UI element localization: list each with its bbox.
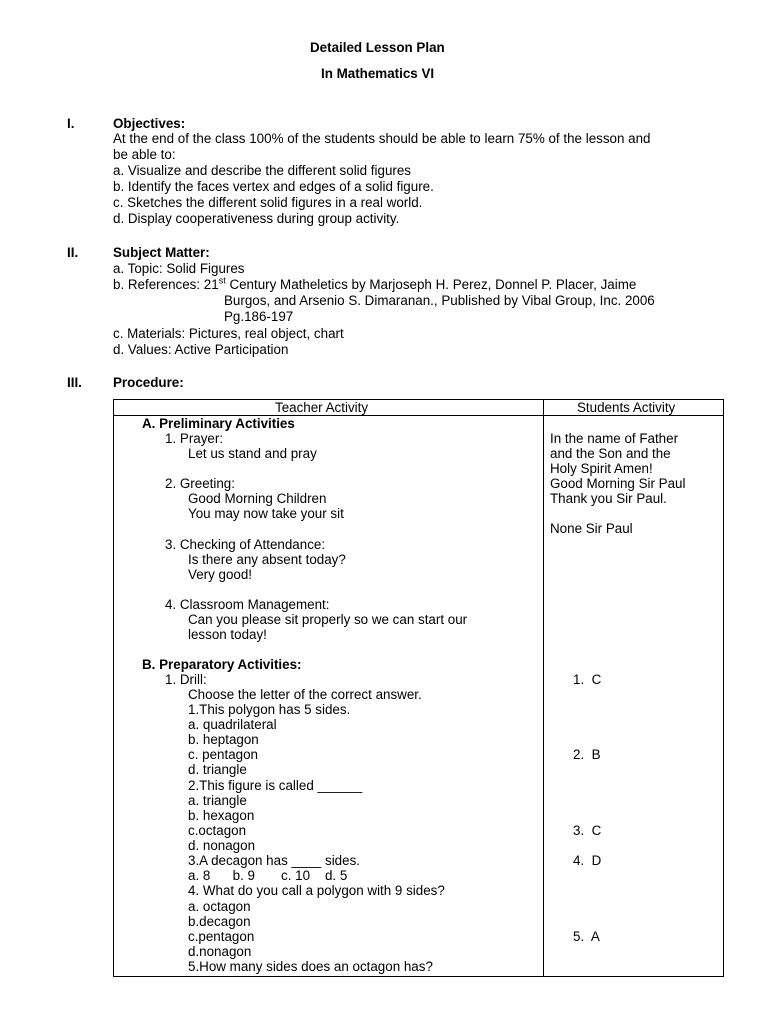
- student-line: In the name of Father: [550, 431, 679, 446]
- subject-references-line-1: [113, 277, 636, 292]
- section-number-objectives: I.: [67, 116, 75, 131]
- teacher-line: a. quadrilateral: [188, 717, 277, 732]
- teacher-line: a. 8 b. 9 c. 10 d. 5: [188, 868, 348, 883]
- subject-topic: a. Topic: Solid Figures: [113, 261, 245, 276]
- teacher-line: B. Preparatory Activities:: [142, 657, 302, 672]
- teacher-line: d. triangle: [188, 762, 247, 777]
- student-answer: 5. A: [573, 929, 600, 944]
- objective-item: d. Display cooperativeness during group activity.: [113, 211, 400, 226]
- objective-item: b. Identify the faces vertex and edges of a solid figure.: [113, 179, 434, 194]
- teacher-line: c.octagon: [188, 823, 247, 838]
- student-line: Thank you Sir Paul.: [550, 491, 667, 506]
- objective-item: a. Visualize and describe the different solid figures: [113, 163, 412, 178]
- teacher-line: Let us stand and pray: [188, 446, 317, 461]
- teacher-line: 5.How many sides does an octagon has?: [188, 959, 433, 974]
- teacher-line: 4. Classroom Management:: [165, 597, 330, 612]
- teacher-line: A. Preliminary Activities: [142, 416, 295, 431]
- teacher-line: Good Morning Children: [188, 491, 327, 506]
- teacher-line: 1.This polygon has 5 sides.: [188, 702, 351, 717]
- student-answer: 1. C: [573, 672, 602, 687]
- teacher-line: 4. What do you call a polygon with 9 sides?: [188, 883, 445, 898]
- document-title: Detailed Lesson Plan: [310, 40, 445, 55]
- teacher-line: 1. Drill:: [165, 672, 207, 687]
- student-line: and the Son and the: [550, 446, 671, 461]
- student-answer: 3. C: [573, 823, 602, 838]
- teacher-line: 1. Prayer:: [165, 431, 224, 446]
- ref-superscript: st: [218, 275, 226, 286]
- teacher-line: d.nonagon: [188, 944, 252, 959]
- teacher-line: lesson today!: [188, 627, 267, 642]
- column-header-students: Students Activity: [577, 400, 676, 415]
- teacher-line: a. triangle: [188, 793, 247, 808]
- subject-references-line-2: Burgos, and Arsenio S. Dimaranan., Published by Vibal Group, Inc. 2006: [224, 293, 655, 308]
- document-subtitle: In Mathematics VI: [321, 66, 435, 81]
- ref-rest: Century Matheletics by Marjoseph H. Perez, Donnel P. Placer, Jaime: [225, 277, 637, 292]
- teacher-line: You may now take your sit: [188, 506, 344, 521]
- student-line: Holy Spirit Amen!: [550, 461, 653, 476]
- teacher-line: d. nonagon: [188, 838, 256, 853]
- objectives-intro-line-2: be able to:: [113, 147, 176, 162]
- teacher-line: a. octagon: [188, 899, 251, 914]
- teacher-line: b. hexagon: [188, 808, 255, 823]
- subject-values: d. Values: Active Participation: [113, 342, 289, 357]
- subject-matter-heading: Subject Matter:: [113, 245, 210, 260]
- table-column-divider: [543, 399, 544, 977]
- student-answer: 2. B: [573, 747, 601, 762]
- teacher-line: b.decagon: [188, 914, 251, 929]
- objective-item: c. Sketches the different solid figures in a real world.: [113, 195, 423, 210]
- teacher-line: b. heptagon: [188, 732, 259, 747]
- teacher-line: Choose the letter of the correct answer.: [188, 687, 422, 702]
- teacher-line: Very good!: [188, 567, 253, 582]
- teacher-line: 2.This figure is called ______: [188, 778, 363, 793]
- student-line: None Sir Paul: [550, 521, 633, 536]
- section-number-subject-matter: II.: [67, 245, 79, 260]
- student-line: Good Morning Sir Paul: [550, 476, 686, 491]
- objectives-heading: Objectives:: [113, 116, 186, 131]
- teacher-line: Can you please sit properly so we can start our: [188, 612, 468, 627]
- teacher-line: Is there any absent today?: [188, 552, 346, 567]
- teacher-line: c. pentagon: [188, 747, 258, 762]
- procedure-heading: Procedure:: [113, 375, 184, 390]
- teacher-line: c.pentagon: [188, 929, 255, 944]
- teacher-line: 3. Checking of Attendance:: [165, 537, 326, 552]
- teacher-line: 2. Greeting:: [165, 476, 235, 491]
- column-header-teacher: Teacher Activity: [275, 400, 369, 415]
- subject-materials: c. Materials: Pictures, real object, chart: [113, 326, 344, 341]
- ref-prefix: b. References: 21: [113, 277, 219, 292]
- subject-references-line-3: Pg.186-197: [224, 309, 294, 324]
- objectives-intro-line-1: At the end of the class 100% of the students should be able to learn 75% of the lesson and: [113, 131, 651, 146]
- section-number-procedure: III.: [67, 375, 82, 390]
- student-answer: 4. D: [573, 853, 602, 868]
- teacher-line: 3.A decagon has ____ sides.: [188, 853, 360, 868]
